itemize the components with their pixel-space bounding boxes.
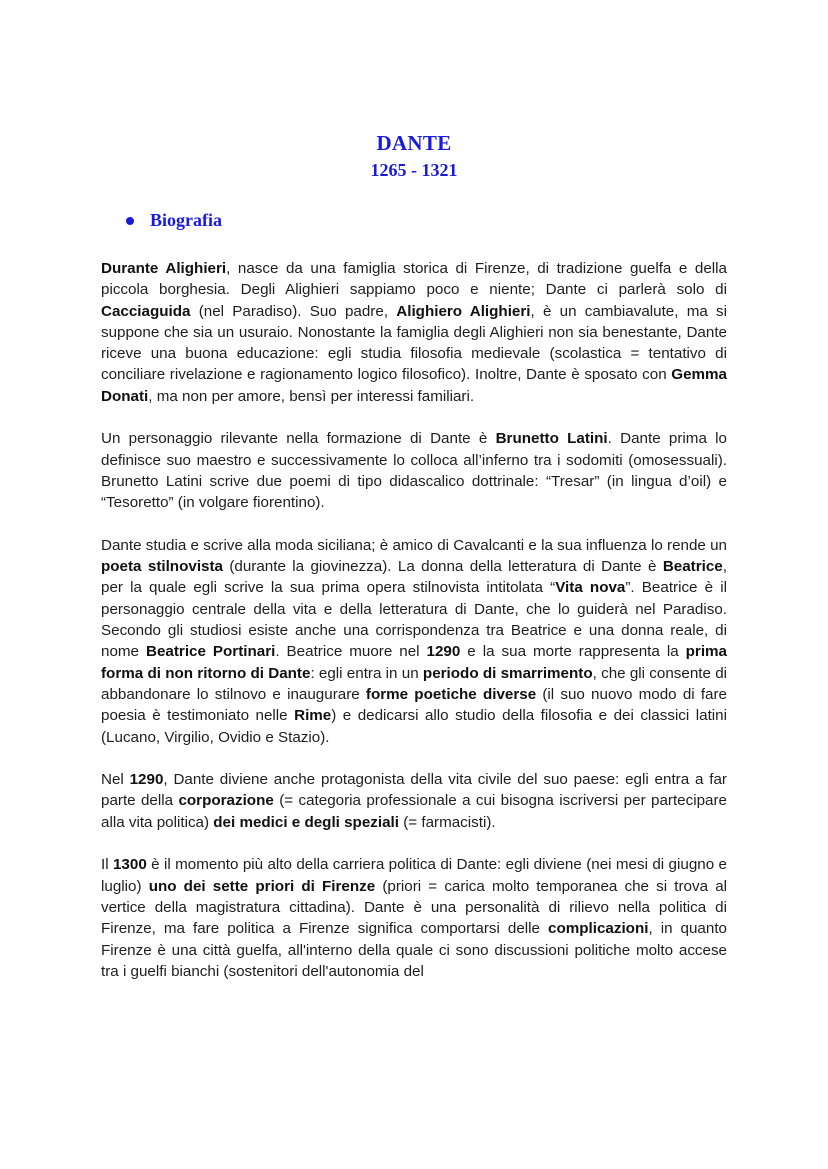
- text-run: (= farmacisti).: [398, 813, 496, 831]
- text-run: , per la quale egli scrive la sua prima opera stilnovista intitolata “: [101, 558, 727, 597]
- section-body: [101, 258, 727, 1003]
- text-run: ”. Beatrice è il personaggio centrale della vita e della letteratura di Dante, che lo guiderà nel Paradiso. Secondo gli studiosi esiste anche una corrispondenza tra Beatrice e una donna reale, di nome: [101, 579, 727, 661]
- section-heading-label: Biografia: [150, 210, 222, 230]
- bold-term: uno dei sette priori di Firenze: [148, 877, 376, 895]
- paragraph: [101, 769, 727, 833]
- bold-term: 1290: [426, 643, 461, 661]
- text-run: ) e dedicarsi allo studio della filosofia e dei classici latini (Lucano, Virgilio, Ovidio e Stazio).: [101, 707, 727, 746]
- paragraph: [101, 535, 727, 748]
- bold-term: Brunetto Latini: [495, 430, 608, 448]
- paragraph: [101, 258, 727, 407]
- text-run: è il momento più alto della carriera politica di Dante: egli diviene (nei mesi di giugno e luglio): [101, 856, 727, 895]
- paragraph: [101, 428, 727, 513]
- bold-term: periodo di smarrimento: [422, 664, 593, 682]
- text-run: (priori = carica molto temporanea che si trova al vertice della magistratura cittadina). Dante è una personalità di rilievo nella politica di Firenze, ma fare politica a Firenze significa comportarsi delle: [101, 877, 728, 938]
- text-run: . Dante prima lo definisce suo maestro e successivamente lo colloca all’inferno tra i sodomiti (omosessuali). Brunetto Latini scrive due poemi di tipo didascalico dottrinale: “Tresar” (in lingua d’oil) e “Tesoretto” (in volgare fiorentino).: [101, 430, 727, 512]
- text-run: Nel: [101, 771, 130, 789]
- page-subtitle-dates: 1265 - 1321: [370, 160, 458, 180]
- text-run: : egli entra in un: [310, 664, 423, 682]
- text-run: Dante studia e scrive alla moda siciliana; è amico di Cavalcanti e la sua influenza lo rende un: [101, 536, 727, 554]
- page-title: DANTE: [376, 131, 452, 155]
- text-run: Un personaggio rilevante nella formazione di Dante è: [101, 430, 496, 448]
- bold-term: Cacciaguida: [101, 302, 191, 320]
- bold-term: corporazione: [178, 792, 274, 810]
- text-run: , ma non per amore, bensì per interessi familiari.: [148, 387, 475, 405]
- paragraph: [101, 854, 727, 982]
- bold-term: prima forma di non ritorno di Dante: [101, 643, 727, 682]
- text-run: , nasce da una famiglia storica di Firenze, di tradizione guelfa e della piccola borghesia. Degli Alighieri sappiamo poco e niente; Dante ci parlerà solo di: [101, 260, 727, 299]
- text-run: (nel Paradiso). Suo padre,: [190, 302, 397, 320]
- section-heading-biografia: [126, 210, 222, 231]
- bold-term: Beatrice Portinari: [145, 643, 276, 661]
- text-run: . Beatrice muore nel: [275, 643, 427, 661]
- text-run: (il suo nuovo modo di fare poesia è testimoniato nelle: [101, 685, 728, 725]
- title-block: [0, 130, 828, 183]
- bold-term: forme poetiche diverse: [365, 685, 537, 703]
- bold-term: dei medici e degli speziali: [213, 813, 399, 831]
- text-run: (durante la giovinezza). La donna della letteratura di Dante è: [222, 558, 663, 576]
- text-run: e la sua morte rappresenta la: [460, 643, 686, 661]
- bold-term: Rime: [294, 707, 332, 725]
- bold-term: 1290: [129, 771, 164, 789]
- text-run: , Dante diviene anche protagonista della vita civile del suo paese: egli entra a far parte della: [101, 771, 727, 810]
- bold-term: complicazioni: [548, 920, 649, 938]
- bold-term: Gemma Donati: [101, 366, 727, 405]
- bold-term: Beatrice: [662, 558, 723, 576]
- bold-term: 1300: [112, 856, 147, 874]
- text-run: , in quanto Firenze è una città guelfa, all'interno della quale ci sono discussioni politiche molto accese tra i guelfi bianchi (sostenitori dell'autonomia del: [101, 920, 727, 980]
- bullet-icon: [126, 217, 134, 225]
- bold-term: Vita nova: [555, 579, 626, 597]
- bold-term: Durante Alighieri: [101, 260, 227, 277]
- bold-term: Alighiero Alighieri: [396, 302, 531, 320]
- text-run: , è un cambiavalute, ma si suppone che sia un usuraio. Nonostante la famiglia degli Alighieri non sia benestante, Dante riceve una buona educazione: egli studia filosofia medievale (scolastica = tentativo di conciliare rivelazione e ragionamento logico filosofico). Inoltre, Dante è sposato con: [101, 302, 727, 384]
- text-run: , che gli consente di abbandonare lo stilnovo e inaugurare: [101, 664, 728, 703]
- text-run: Il: [101, 856, 113, 874]
- bold-term: poeta stilnovista: [101, 558, 223, 576]
- text-run: (= categoria professionale a cui bisogna iscriversi per partecipare alla vita politica): [101, 792, 727, 831]
